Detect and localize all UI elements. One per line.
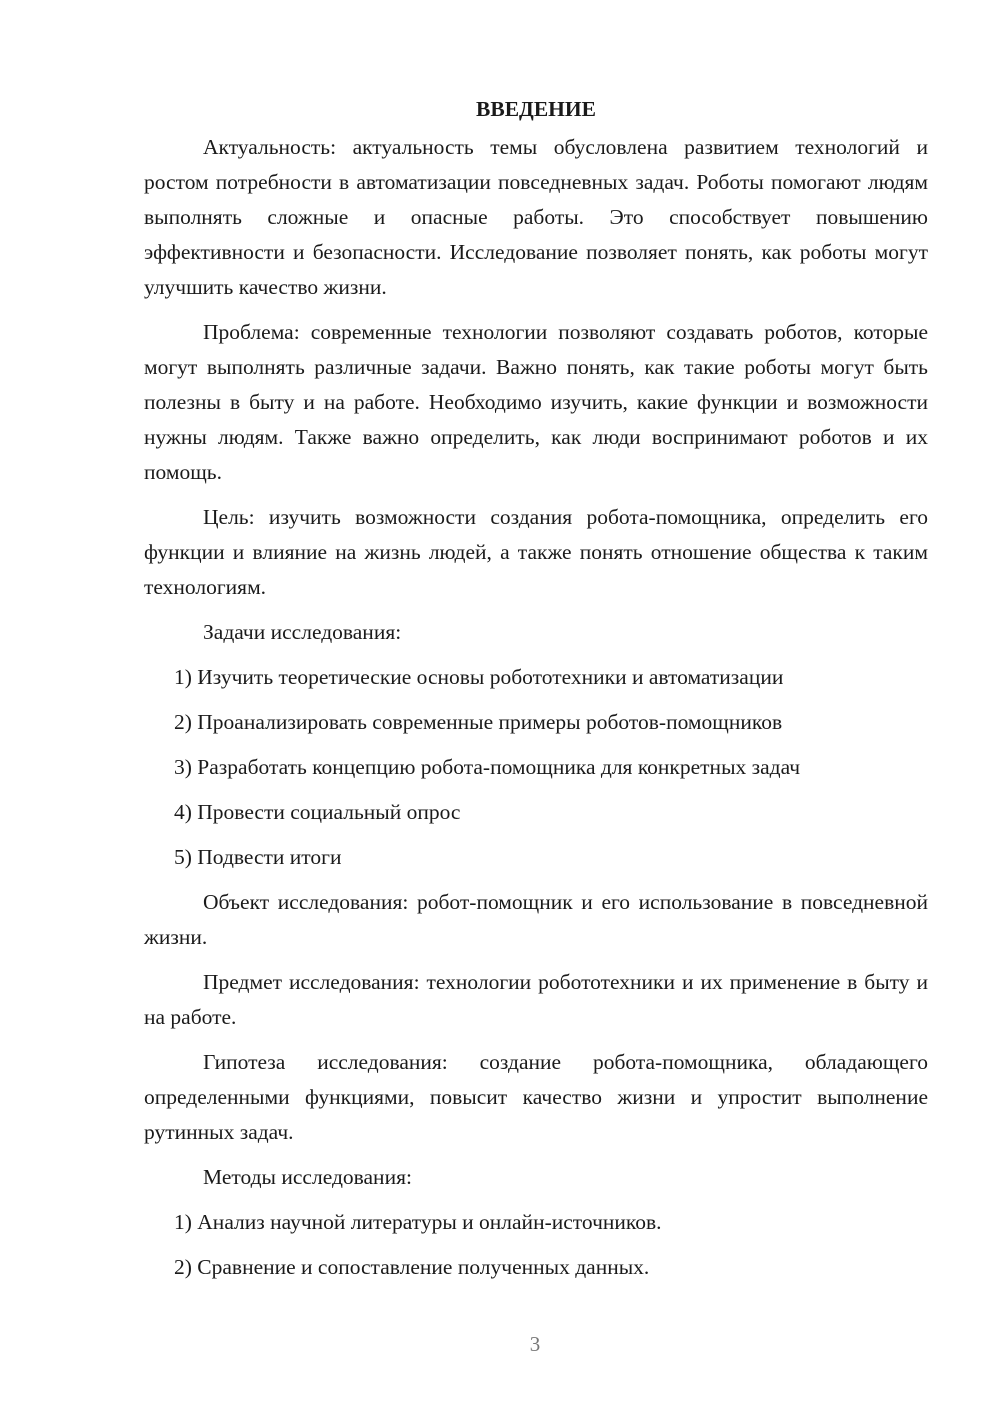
paragraph-subject: Предмет исследования: технологии робототехники и их применение в быту и на работе. <box>144 970 928 1029</box>
page-number: 3 <box>529 1332 541 1356</box>
tasks-heading: Задачи исследования: <box>203 620 402 644</box>
task-item-5: 5) Подвести итоги <box>174 845 342 869</box>
task-item-2: 2) Проанализировать современные примеры роботов-помощников <box>174 710 783 734</box>
task-item-1: 1) Изучить теоретические основы робототехники и автоматизации <box>174 665 784 689</box>
paragraph-goal: Цель: изучить возможности создания робота-помощника, определить его функции и влияние на жизнь людей, а также понять отношение общества к таким технологиям. <box>144 505 928 599</box>
task-item-4: 4) Провести социальный опрос <box>174 800 461 824</box>
paragraph-object: Объект исследования: робот-помощник и его использование в повседневной жизни. <box>144 890 928 949</box>
methods-heading: Методы исследования: <box>203 1165 412 1189</box>
page-content <box>144 92 928 1295</box>
method-item-2: 2) Сравнение и сопоставление полученных данных. <box>174 1255 650 1279</box>
method-item-1: 1) Анализ научной литературы и онлайн-источников. <box>174 1210 662 1234</box>
paragraph-hypothesis: Гипотеза исследования: создание робота-помощника, обладающего определенными функциями, повысит качество жизни и упростит выполнение рутинных задач. <box>144 1050 928 1144</box>
paragraph-relevance: Актуальность: актуальность темы обусловлена развитием технологий и ростом потребности в автоматизации повседневных задач. Роботы помогают людям выполнять сложные и опасные работы. Это способствует повышению эффективности и безопасности. Исследование позволяет понять, как роботы могут улучшить качество жизни. <box>144 135 928 299</box>
task-item-3: 3) Разработать концепцию робота-помощника для конкретных задач <box>174 755 801 779</box>
page-title: ВВЕДЕНИЕ <box>476 97 596 121</box>
paragraph-problem: Проблема: современные технологии позволяют создавать роботов, которые могут выполнять различные задачи. Важно понять, как такие роботы могут быть полезны в быту и на работе. Необходимо изучить, какие функции и возможности нужны людям. Также важно определить, как люди воспринимают роботов и их помощь. <box>144 320 928 484</box>
